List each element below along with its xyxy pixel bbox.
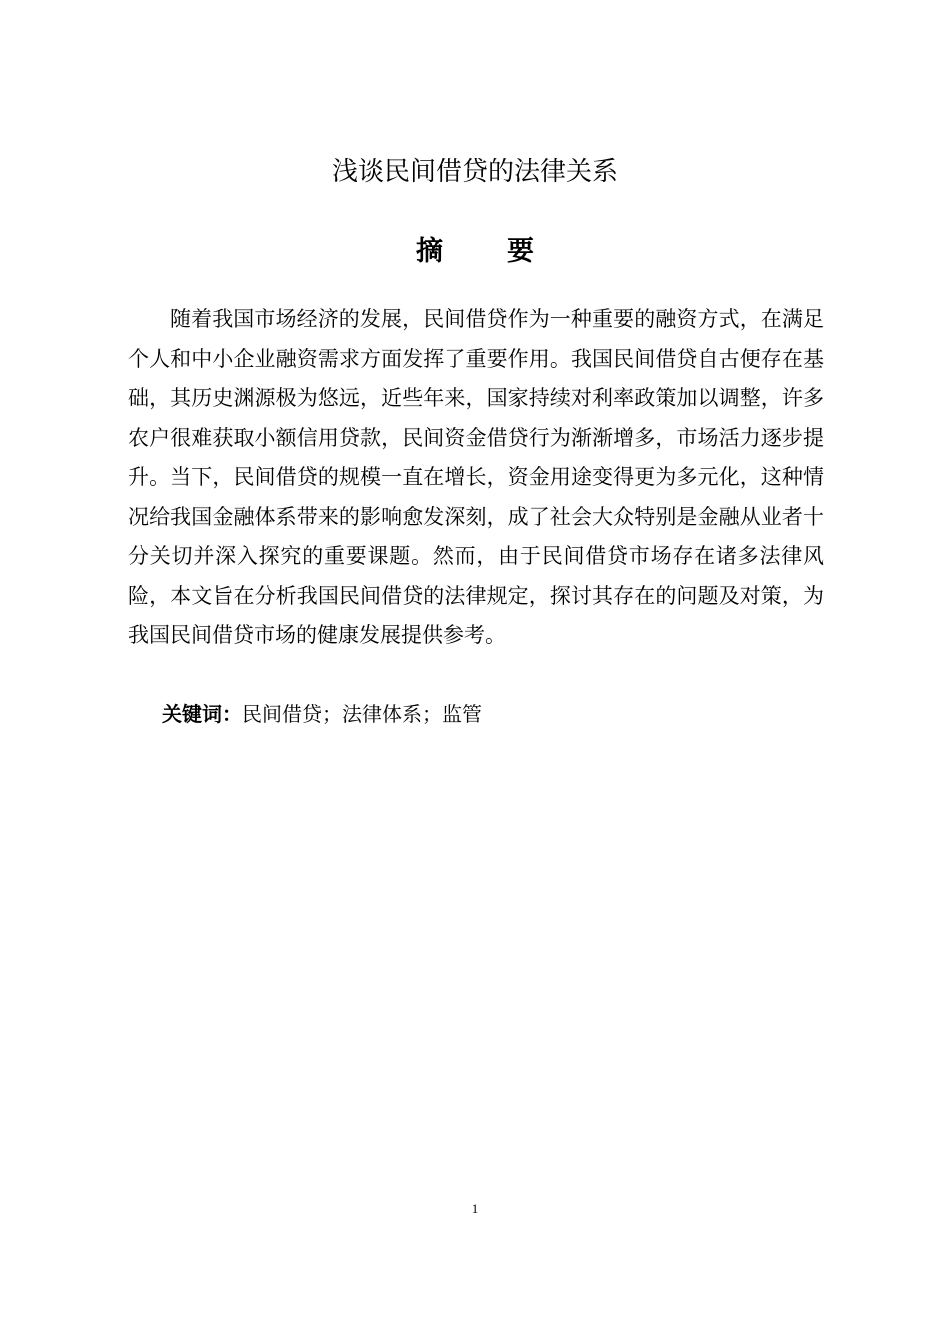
keywords-line	[162, 696, 822, 732]
keywords-text: 民间借贷；法律体系；监管	[242, 702, 482, 726]
paper-title: 浅谈民间借贷的法律关系	[331, 157, 618, 187]
abstract-body: 随着我国市场经济的发展，民间借贷作为一种重要的融资方式，在满足个人和中小企业融资需求方面发挥了重要作用。我国民间借贷自古便存在基础，其历史渊源极为悠远，近些年来，国家持续对利率政策加以调整，许多农户很难获取小额信用贷款，民间资金借贷行为渐渐增多，市场活力逐步提升。当下，民间借贷的规模一直在增长，资金用途变得更为多元化，这种情况给我国金融体系带来的影响愈发深刻，成了社会大众特别是金融从业者十分关切并深入探究的重要课题。然而，由于民间借贷市场存在诸多法律风险，本文旨在分析我国民间借贷的法律规定，探讨其存在的问题及对策，为我国民间借贷市场的健康发展提供参考。	[128, 307, 824, 647]
page-number: 1	[471, 1201, 479, 1216]
abstract-heading: 摘要	[416, 236, 598, 267]
keywords-label: 关键词：	[162, 702, 242, 726]
